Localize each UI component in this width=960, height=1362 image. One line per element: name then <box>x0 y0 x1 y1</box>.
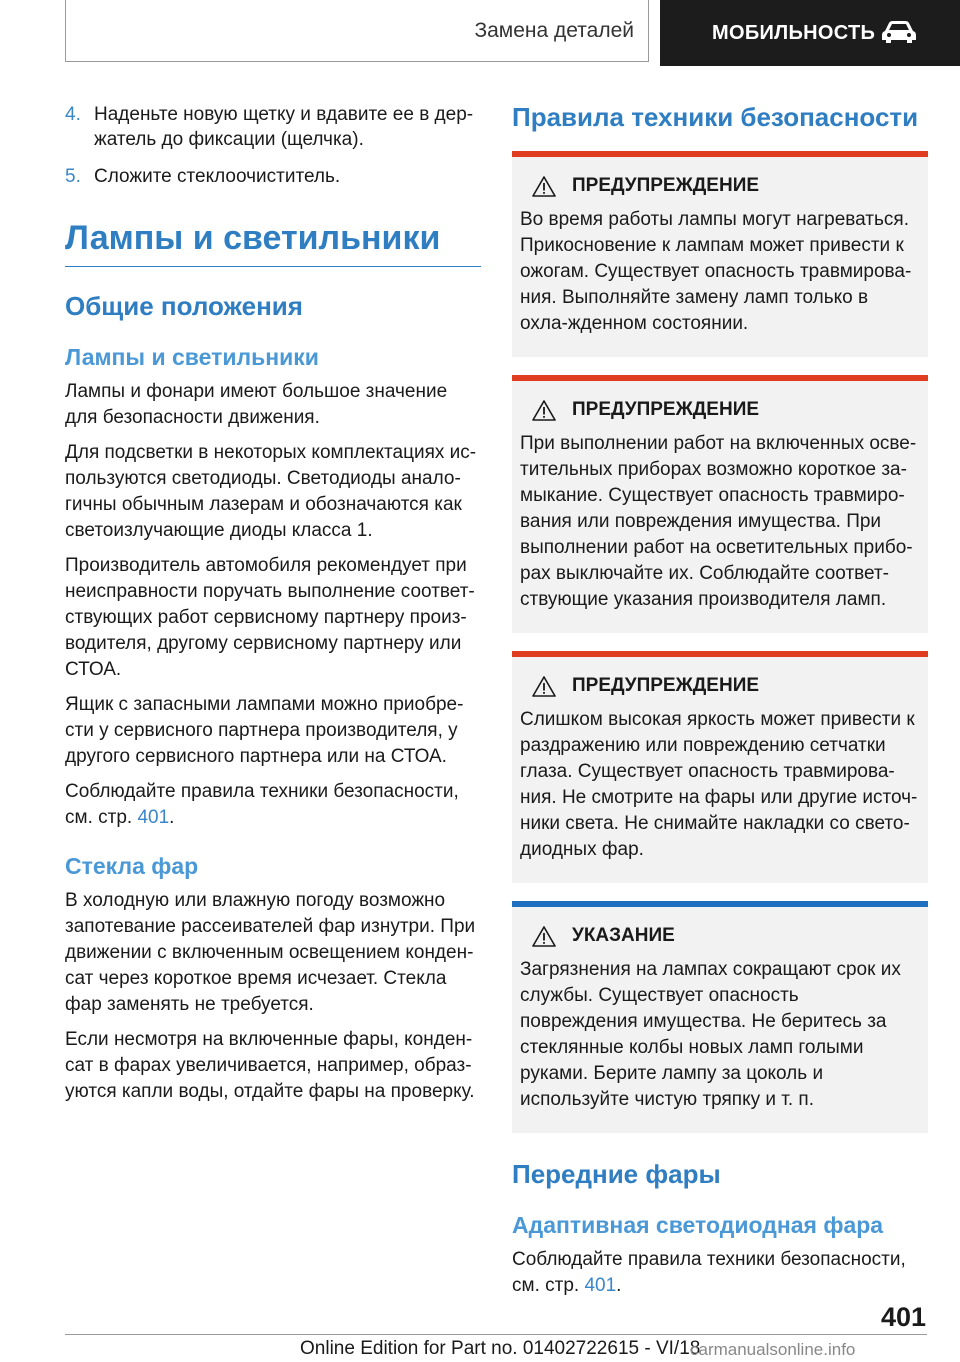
paragraph: Производитель автомобиля рекомендует при неисправности поручать выполнение соответ-ствующих работ сервисному партнеру произ-водителя, другому сервисному партнеру или СТОА. <box>65 555 475 680</box>
step-number: 5. <box>65 166 81 187</box>
watermark: carmanualsonline.info <box>690 1340 856 1359</box>
right-column <box>512 102 928 1308</box>
paragraph-end: . <box>169 807 175 828</box>
subsection-heading: Стекла фар <box>65 853 199 879</box>
step-text: Сложите стеклоочиститель. <box>94 166 341 187</box>
chapter-heading: Лампы и светильники <box>65 219 481 267</box>
edition-text: Online Edition for Part no. 01402722615 - VI/18 <box>300 1338 701 1359</box>
paragraph-end: . <box>616 1275 622 1296</box>
warning-triangle-icon <box>532 400 556 421</box>
paragraph <box>65 779 481 831</box>
warning-header <box>532 175 918 197</box>
paragraph: Если несмотря на включенные фары, конден-сат в фарах увеличивается, например, образ-уются капли воды, отдайте фары на проверку. <box>65 1029 475 1102</box>
warning-triangle-icon <box>532 176 556 197</box>
page-reference-link[interactable]: 401 <box>137 807 170 828</box>
warning-text: При выполнении работ на включенных осве-тительных приборах возможно короткое за-мыкание. Существует опасность травмиро-вания или повреждения имущества. При выполнении работ на осветительных прибо-рах выключайте их. Соблюдайте соответ-ствующие указания производителя ламп. <box>520 433 917 610</box>
safety-heading: Правила техники безопасности <box>512 102 919 132</box>
car-icon <box>880 19 918 45</box>
warning-text: Во время работы лампы могут нагреваться. Прикосновение к лампам может привести к ожогам. Существует опасность травмирова-ния. Выполняйте замену ламп только в охла-жденном состоянии. <box>520 209 912 334</box>
paragraph: Лампы и фонари имеют большое значение для безопасности движения. <box>65 381 448 428</box>
note-text: Загрязнения на лампах сокращают срок их службы. Существует опасность повреждения имущества. Не беритесь за стеклянные колбы новых ламп голыми руками. Берите лампу за цоколь и используйте чистую тряпку и т. п. <box>520 959 901 1110</box>
warning-triangle-icon <box>532 676 556 697</box>
note-box <box>512 901 928 1133</box>
warning-header <box>532 675 918 697</box>
paragraph: Ящик с запасными лампами можно приобре-сти у сервисного партнера производителя, у другого сервисного партнера или на СТОА. <box>65 694 464 767</box>
page-header <box>0 0 960 66</box>
paragraph: Для подсветки в некоторых комплектациях ис-пользуются светодиоды. Светодиоды анало-гичны обычным лазерам и обозначаются как светоизлучающие диоды класса 1. <box>65 442 477 541</box>
section-title: Замена деталей <box>65 0 649 62</box>
subsection-heading: Лампы и светильники <box>65 344 319 370</box>
warning-title: ПРЕДУПРЕЖДЕНИЕ <box>572 399 760 420</box>
step-text: Наденьте новую щетку и вдавите ее в дер-жатель до фиксации (щелчка). <box>94 104 474 150</box>
paragraph: В холодную или влажную погоду возможно запотевание рассеивателей фар изнутри. При движении с включенным освещением конден-сат через короткое время исчезает. Стекла фар заменять не требуется. <box>65 890 476 1015</box>
list-item <box>65 102 481 152</box>
warning-triangle-icon <box>532 926 556 947</box>
chapter-tab[interactable] <box>660 0 960 66</box>
list-item <box>65 164 481 189</box>
step-number: 4. <box>65 104 81 125</box>
note-title: УКАЗАНИЕ <box>572 925 675 946</box>
warning-title: ПРЕДУПРЕЖДЕНИЕ <box>572 675 760 696</box>
warning-box <box>512 151 928 357</box>
footer-divider <box>65 1334 927 1335</box>
paragraph <box>512 1247 928 1299</box>
left-column <box>65 102 481 1114</box>
paragraph-text: Соблюдайте правила техники безопасности, см. стр. <box>512 1249 906 1296</box>
warning-header <box>532 399 918 421</box>
chapter-title: МОБИЛЬНОСТЬ <box>712 21 876 44</box>
paragraph-text: Соблюдайте правила техники безопасности, см. стр. <box>65 781 459 828</box>
page-number: 401 <box>880 1302 926 1332</box>
page-reference-link[interactable]: 401 <box>584 1275 617 1296</box>
warning-title: ПРЕДУПРЕЖДЕНИЕ <box>572 175 760 196</box>
warning-box <box>512 651 928 883</box>
note-header <box>532 925 918 947</box>
warning-box <box>512 375 928 633</box>
subsection-heading: Адаптивная светодиодная фара <box>512 1212 884 1238</box>
warning-text: Слишком высокая яркость может привести к раздражению или повреждению сетчатки глаза. Существует опасность травмирова-ния. Не смотрите на фары или другие источ-ники света. Не снимайте накладки со свето-диодных фар. <box>520 709 918 860</box>
section-heading: Общие положения <box>65 291 303 321</box>
section-heading: Передние фары <box>512 1159 721 1189</box>
step-list <box>65 102 481 189</box>
